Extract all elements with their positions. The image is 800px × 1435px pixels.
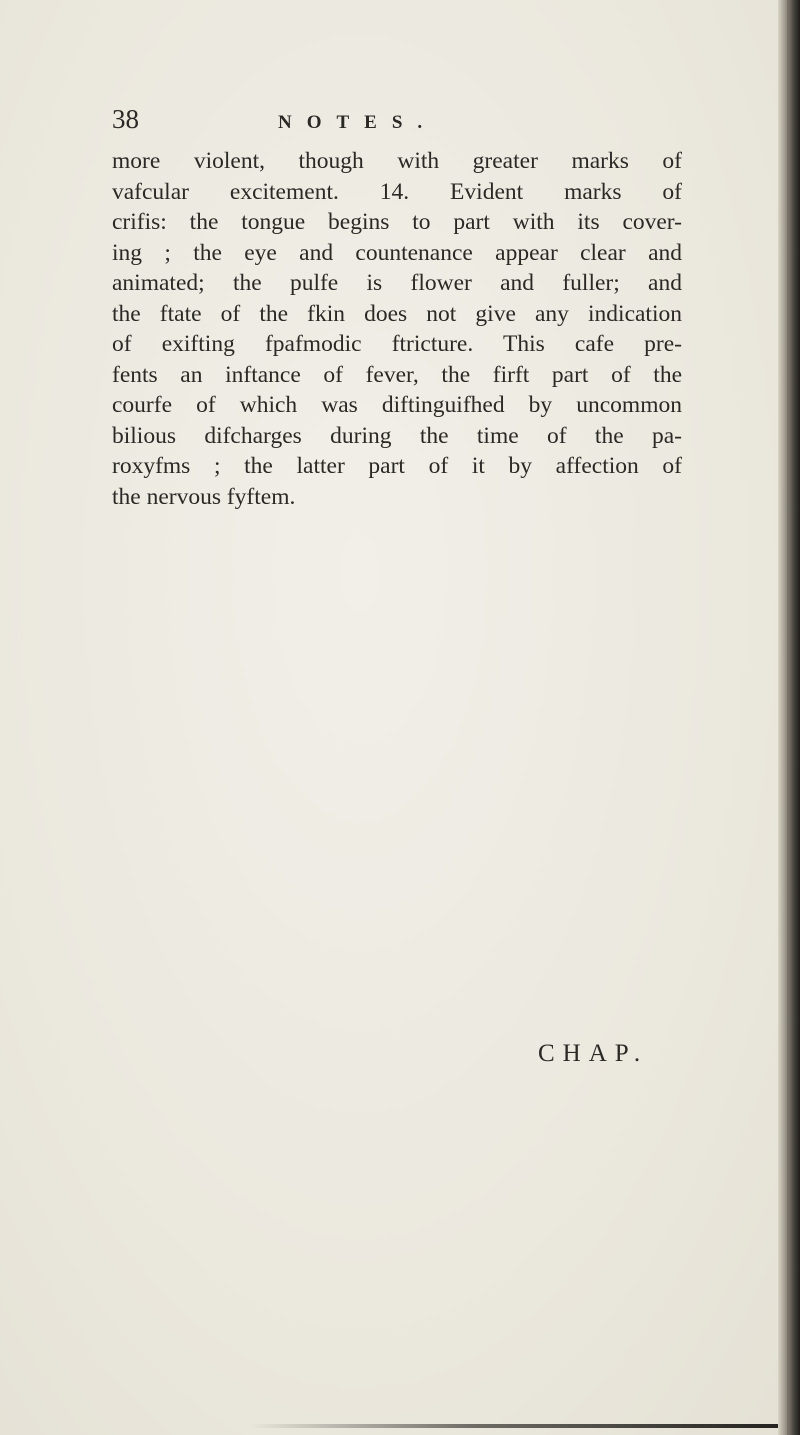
page-bottom-shadow	[250, 1424, 800, 1428]
text-line: the nervous fyftem.	[112, 483, 296, 510]
text-line: the ftate of the fkin does not give any indication	[112, 300, 682, 327]
binding-edge-line	[787, 0, 790, 1435]
page-binding-edge	[778, 0, 800, 1435]
body-paragraph	[112, 146, 682, 512]
text-line: courfe of which was diftinguifhed by uncommon	[112, 392, 682, 418]
page-header	[112, 104, 712, 144]
text-line: more violent, though with greater marks of	[112, 148, 682, 174]
page-number: 38	[112, 104, 139, 134]
text-line: fents an inftance of fever, the firft part of the	[112, 361, 682, 388]
text-line: bilious difcharges during the time of the pa-	[112, 422, 682, 449]
text-line: roxyfms ; the latter part of it by affection of	[112, 453, 682, 479]
text-line: of exifting fpafmodic ftricture. This cafe pre-	[112, 331, 682, 357]
text-line: animated; the pulfe is flower and fuller; and	[112, 270, 682, 296]
show-through-text	[150, 520, 710, 820]
text-line: crifis: the tongue begins to part with its cover-	[112, 209, 682, 235]
running-head: NOTES.	[278, 112, 438, 133]
catchword: CHAP.	[538, 1040, 649, 1067]
text-line: ing ; the eye and countenance appear clear and	[112, 239, 682, 266]
text-line: vafcular excitement. 14. Evident marks of	[112, 178, 682, 205]
